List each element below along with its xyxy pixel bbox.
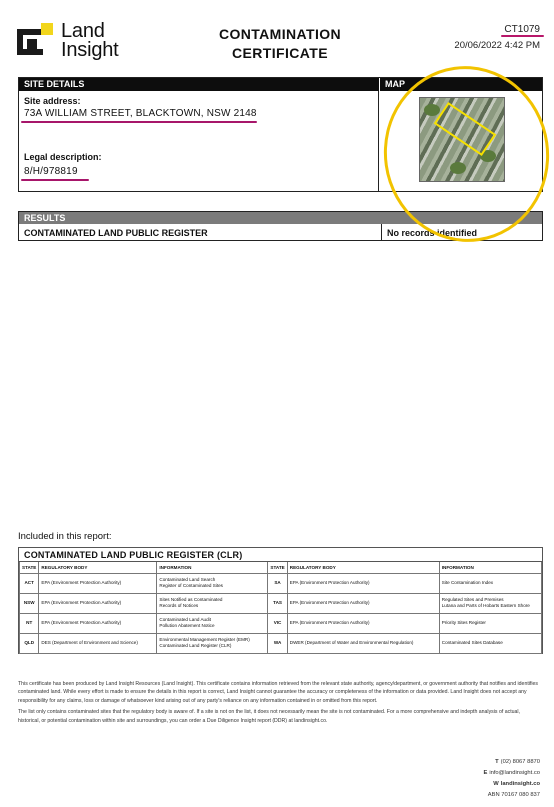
clr-header-row [20, 562, 542, 573]
annotation-underline [21, 121, 257, 123]
clr-table [19, 562, 542, 654]
site-details-body [19, 91, 379, 191]
table-cell: EPA (Environment Protection Authority) [39, 573, 157, 593]
table-cell: DES (Department of Environment and Science) [39, 633, 157, 653]
table-cell: ACT [20, 573, 39, 593]
table-cell: VIC [268, 613, 287, 633]
disclaimer [18, 680, 543, 728]
site-details-header: SITE DETAILS [19, 78, 379, 91]
col-header: REGULATORY BODY [39, 562, 157, 573]
table-cell: WA [268, 633, 287, 653]
contact-phone: T (02) 8067 8870 [495, 759, 540, 765]
table-cell: QLD [20, 633, 39, 653]
results-header: RESULTS [19, 212, 542, 224]
certificate-id: CT1079 [504, 24, 540, 35]
table-cell: Site Contamination Index [439, 573, 541, 593]
table-cell: Sites Notified as Contaminated Records of Notices [157, 593, 268, 613]
results-row [19, 224, 542, 240]
table-cell: Regulated Sites and Premises Lutana and Parts of Hobarts Eastern Shore [439, 593, 541, 613]
table-cell: EPA (Environment Protection Authority) [39, 593, 157, 613]
table-cell: Contaminated Sites Database [439, 633, 541, 653]
table-cell: NSW [20, 593, 39, 613]
land-insight-logo-icon [17, 23, 53, 59]
table-cell: TAS [268, 593, 287, 613]
table-row [20, 593, 542, 613]
results-register: CONTAMINATED LAND PUBLIC REGISTER [24, 228, 208, 238]
clr-table-section [18, 547, 543, 654]
site-address-value: 73A WILLIAM STREET, BLACKTOWN, NSW 2148 [24, 108, 257, 119]
brand-logo [17, 22, 119, 60]
table-cell: SA [268, 573, 287, 593]
annotation-underline [501, 35, 544, 37]
table-cell: Contaminated Land Audit Pollution Abatement Notice [157, 613, 268, 633]
results-section [18, 211, 543, 241]
site-address-label: Site address: [24, 96, 81, 106]
table-cell: EPA (Environment Protection Authority) [287, 613, 439, 633]
table-cell: EPA (Environment Protection Authority) [287, 593, 439, 613]
contact-block [483, 757, 540, 801]
results-outcome: No records identified [381, 224, 542, 240]
table-row [20, 613, 542, 633]
col-header: STATE [20, 562, 39, 573]
table-row [20, 573, 542, 593]
table-cell: EPA (Environment Protection Authority) [39, 613, 157, 633]
table-cell: Contaminated Land Search Register of Contaminated Sites [157, 573, 268, 593]
table-cell: NT [20, 613, 39, 633]
contact-email[interactable]: E info@landinsight.co [483, 770, 540, 776]
document-title: CONTAMINATION CERTIFICATE [218, 26, 342, 61]
contact-abn: ABN 70167 080 837 [487, 792, 540, 798]
col-header: STATE [268, 562, 287, 573]
disclaimer-paragraph: This certificate has been produced by Land Insight Resources (Land Insight). This certificate contains information retrieved from the relevant state authority, agency/department, or government authority that notifies and identifies contaminated land. While every effort is made to ensure the details in this report is correct, Land Insight cannot guarantee the accuracy or completeness of the information or data provided. Land Insight does not accept any responsibility for any claims, loss or damage of whatsoever kind arising out of any party's reliance on any information contained in or omitted from this report. [18, 681, 538, 704]
col-header: INFORMATION [157, 562, 268, 573]
table-cell: Environmental Management Register (EMR) Contaminated Land Register (CLR) [157, 633, 268, 653]
map-header: MAP [380, 78, 542, 91]
legal-description-value: 8/H/978819 [24, 166, 78, 177]
site-map-image [419, 97, 505, 182]
clr-title: CONTAMINATED LAND PUBLIC REGISTER (CLR) [19, 548, 542, 562]
disclaimer-paragraph: The list only contains contaminated sites that the regulatory body is aware of. If a site is not on the list, it does not necessarily mean the site is not contaminated. For a more comprehensive and indepth analysis of actual, historical, or potential contamination within site and surroundings, you can order a Due Diligence Insight report (DDR) at landinsight.co. [18, 709, 521, 724]
certificate-date: 20/06/2022 4:42 PM [454, 40, 540, 51]
included-label: Included in this report: [18, 531, 112, 542]
contact-website[interactable]: W landinsight.co [493, 781, 540, 787]
col-header: INFORMATION [439, 562, 541, 573]
annotation-underline [21, 179, 89, 181]
brand-name: Land Insight [61, 20, 119, 61]
table-row [20, 633, 542, 653]
legal-description-label: Legal description: [24, 152, 102, 162]
table-cell: DWER (Department of Water and Environmental Regulation) [287, 633, 439, 653]
table-cell: Priority Sites Register [439, 613, 541, 633]
col-header: REGULATORY BODY [287, 562, 439, 573]
parcel-outline [434, 102, 497, 156]
table-cell: EPA (Environment Protection Authority) [287, 573, 439, 593]
